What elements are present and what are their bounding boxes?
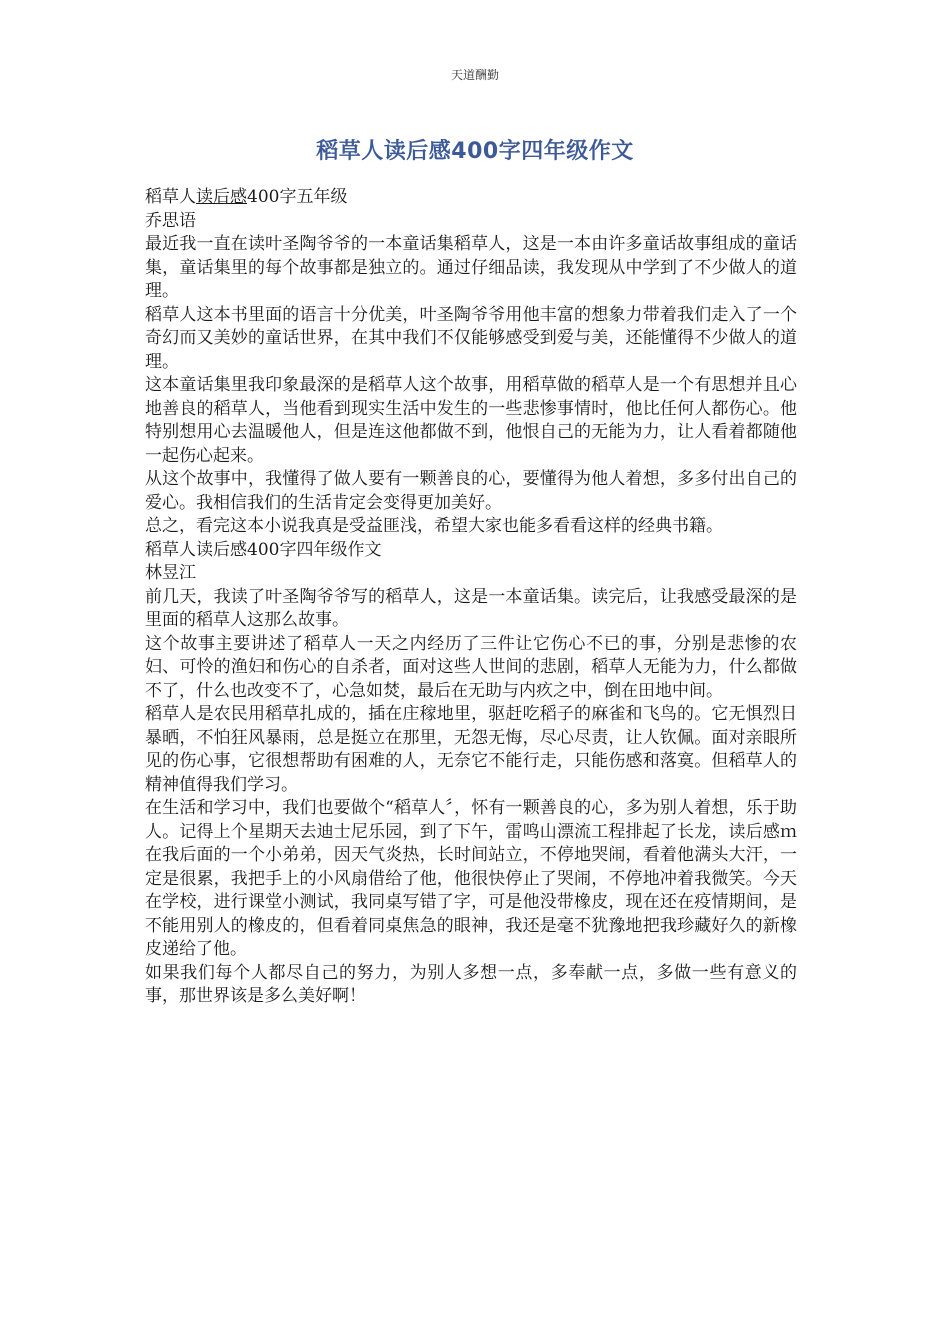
essay2-paragraph: 如果我们每个人都尽自己的努力，为别人多想一点，多奉献一点，多做一些有意义的事，那世界该是多么美好啊！	[145, 962, 797, 1006]
essay1-paragraph: 从这个故事中，我懂得了做人要有一颗善良的心，要懂得为他人着想，多多付出自己的爱心。我相信我们的生活肯定会变得更加美好。	[145, 469, 797, 513]
essay1-paragraph: 稻草人这本书里面的语言十分优美，叶圣陶爷爷用他丰富的想象力带着我们走入了一个奇幻而又美妙的童话世界，在其中我们不仅能够感受到爱与美，还能懂得不少做人的道理。	[145, 304, 797, 372]
essay2-paragraph: 在生活和学习中，我们也要做个“稻草人〞，怀有一颗善良的心，多为别人着想，乐于助人。记得上个星期天去迪士尼乐园，到了下午，雷鸣山漂流工程排起了长龙，读后感ｍ在我后面的一个小弟弟，因天气炎热，长时间站立，不停地哭闹，看着他满头大汗，一定是很累，我把手上的小风扇借给了他，他很快停止了哭闹，不停地冲着我微笑。今天在学校，进行课堂小测试，我同桌写错了字，可是他没带橡皮，现在还在疫情期间，是不能用别人的橡皮的，但看着同桌焦急的眼神，我还是毫不犹豫地把我珍藏好久的新橡皮递给了他。	[145, 798, 797, 959]
document-title: 稻草人读后感400字四年级作文	[316, 139, 634, 164]
essay2-heading: 稻草人读后感400字四年级作文	[145, 539, 382, 560]
essay1-heading-pre: 稻草人	[145, 187, 196, 207]
essay1-author: 乔思语	[145, 210, 196, 231]
essay1-paragraph: 最近我一直在读叶圣陶爷爷的一本童话集稻草人，这是一本由许多童话故事组成的童话集，童话集里的每个故事都是独立的。通过仔细品读，我发现从中学到了不少做人的道理。	[145, 234, 797, 301]
essay1-paragraph: 总之，看完这本小说我真是受益匪浅，希望大家也能多看看这样的经典书籍。	[145, 516, 723, 536]
essay1-heading	[145, 186, 797, 210]
essay2-author: 林昱江	[145, 563, 196, 583]
essay1-heading-link[interactable]: 读后感	[196, 187, 247, 207]
essay1-heading-post: 400字五年级	[247, 187, 348, 207]
page-header: 天道酬勤	[450, 68, 499, 82]
essay2-paragraph: 前几天，我读了叶圣陶爷爷写的稻草人，这是一本童话集。读完后，让我感受最深的是里面的稻草人这那么故事。	[145, 586, 797, 630]
essay2-paragraph: 这个故事主要讲述了稻草人一天之内经历了三件让它伤心不已的事，分别是悲惨的农妇、可怜的渔妇和伤心的自杀者，面对这些人世间的悲剧，稻草人无能为力，什么都做不了，什么也改变不了，心急如焚，最后在无助与内疚之中，倒在田地中间。	[145, 633, 797, 701]
document-body	[145, 186, 797, 1009]
essay1-paragraph: 这本童话集里我印象最深的是稻草人这个故事，用稻草做的稻草人是一个有思想并且心地善良的稻草人，当他看到现实生活中发生的一些悲惨事情时，他比任何人都伤心。他特别想用心去温暖他人，但是连这他都做不到，他恨自己的无能为力，让人看着都随他一起伤心起来。	[145, 375, 797, 466]
essay2-paragraph: 稻草人是农民用稻草扎成的，插在庄稼地里，驱赶吃稻子的麻雀和飞鸟的。它无惧烈日暴晒，不怕狂风暴雨，总是挺立在那里，无怨无悔，尽心尽责，让人钦佩。面对亲眼所见的伤心事，它很想帮助有困难的人，无奈它不能行走，只能伤感和落寞。但稻草人的精神值得我们学习。	[145, 704, 797, 795]
